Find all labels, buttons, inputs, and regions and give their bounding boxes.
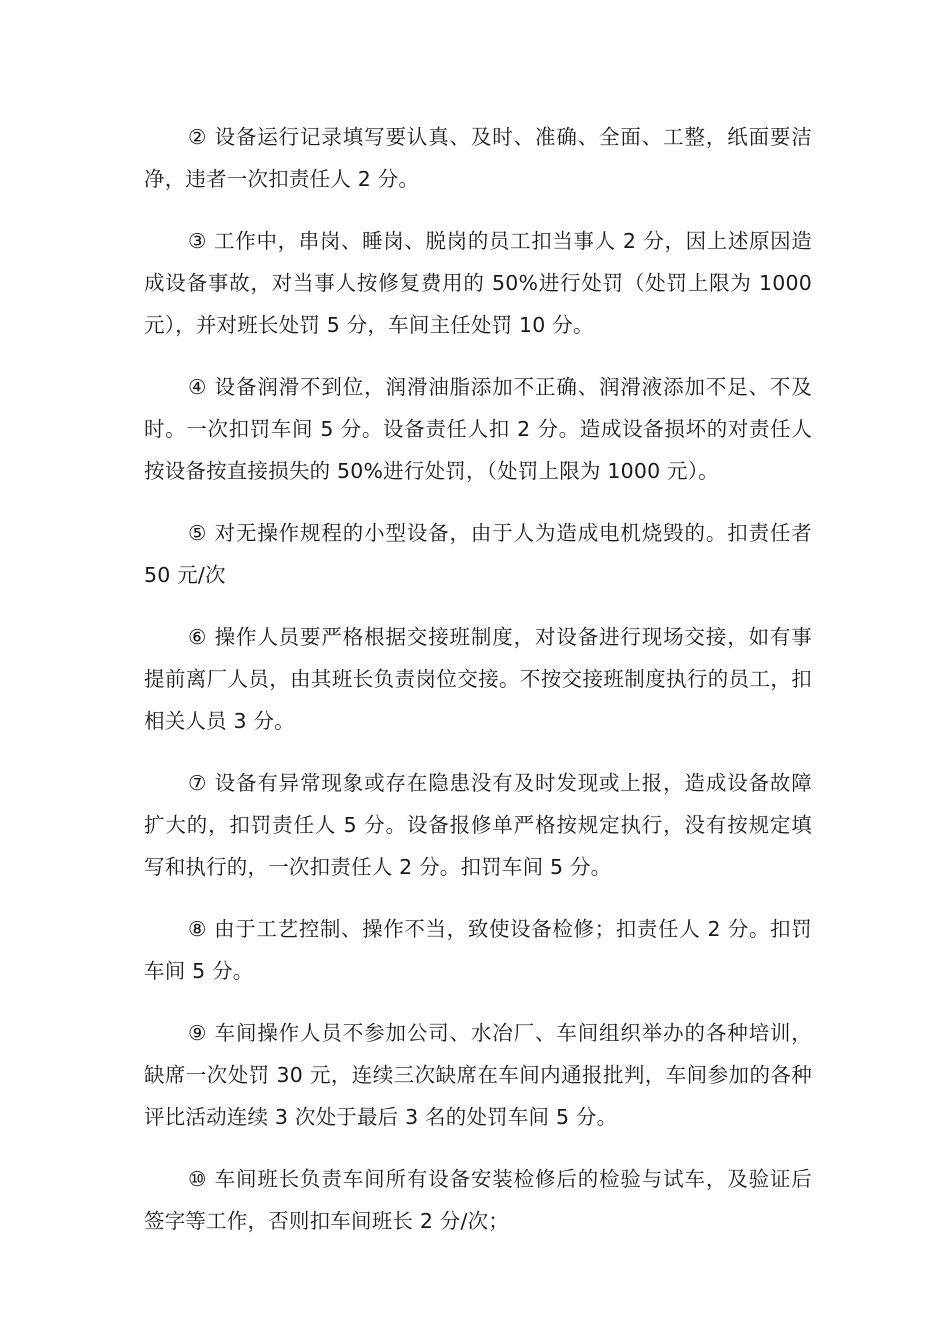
paragraph-item-7: ⑦ 设备有异常现象或存在隐患没有及时发现或上报，造成设备故障扩大的，扣罚责任人 5 分。设备报修单严格按规定执行，没有按规定填写和执行的，一次扣责任人 2 分。扣罚车间 5 分。 [144, 771, 812, 879]
document-body [144, 116, 812, 1262]
paragraph-item-2: ② 设备运行记录填写要认真、及时、准确、全面、工整，纸面要洁净，违者一次扣责任人 2 分。 [144, 125, 812, 191]
paragraph-item-6: ⑥ 操作人员要严格根据交接班制度，对设备进行现场交接，如有事提前离厂人员，由其班长负责岗位交接。不按交接班制度执行的员工，扣相关人员 3 分。 [144, 625, 812, 733]
paragraph-item-10: ⑩ 车间班长负责车间所有设备安装检修后的检验与试车，及验证后签字等工作，否则扣车间班长 2 分/次； [144, 1167, 812, 1233]
paragraph-item-5: ⑤ 对无操作规程的小型设备，由于人为造成电机烧毁的。扣责任者 50 元/次 [144, 521, 812, 587]
paragraph-item-9: ⑨ 车间操作人员不参加公司、水冶厂、车间组织举办的各种培训，缺席一次处罚 30 元，连续三次缺席在车间内通报批判，车间参加的各种评比活动连续 3 次处于最后 3 名的处罚车间 5 分。 [144, 1021, 812, 1129]
paragraph-item-4: ④ 设备润滑不到位，润滑油脂添加不正确、润滑液添加不足、不及时。一次扣罚车间 5 分。设备责任人扣 2 分。造成设备损坏的对责任人按设备按直接损失的 50%进行处罚，（处罚上限为 1000 元）。 [144, 375, 812, 483]
paragraph-item-8: ⑧ 由于工艺控制、操作不当，致使设备检修；扣责任人 2 分。扣罚车间 5 分。 [144, 917, 812, 983]
paragraph-item-3: ③ 工作中，串岗、睡岗、脱岗的员工扣当事人 2 分，因上述原因造成设备事故，对当事人按修复费用的 50%进行处罚（处罚上限为 1000 元），并对班长处罚 5 分，车间主任处罚 10 分。 [144, 229, 812, 337]
